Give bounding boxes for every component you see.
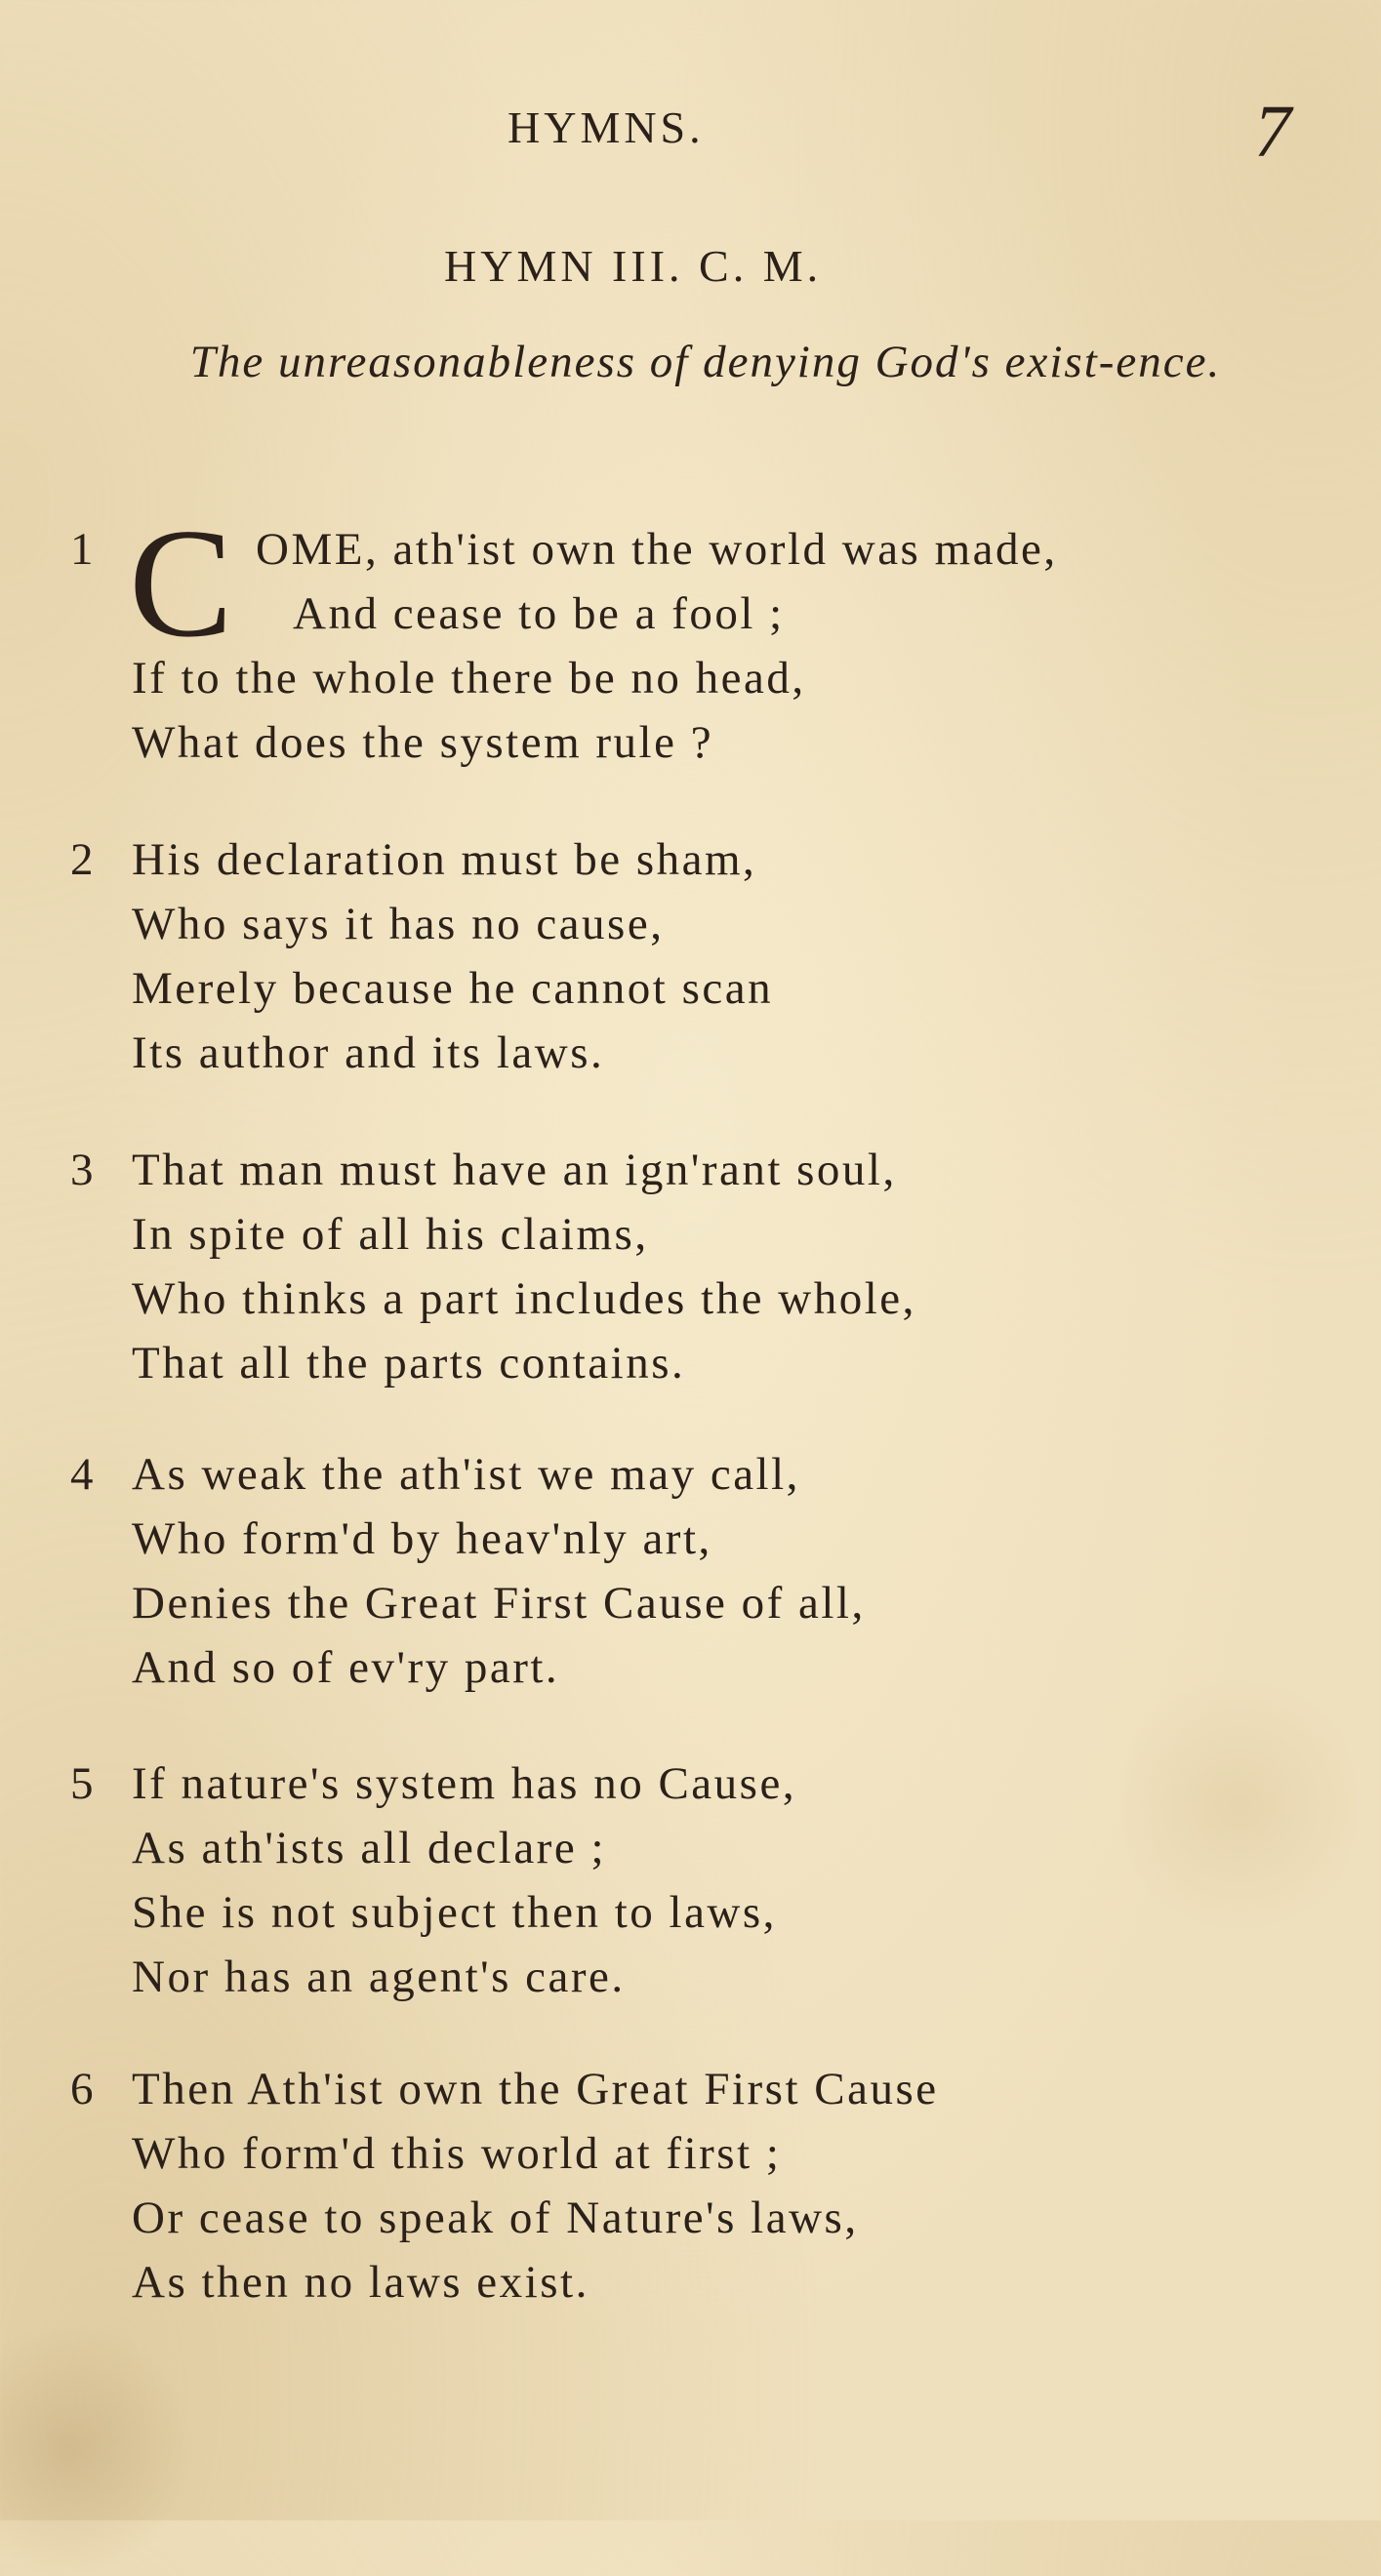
verse-line: Nor has an agent's care. [132, 1952, 626, 2002]
verse-line: His declaration must be sham, [132, 834, 757, 885]
hymn-subtitle: The unreasonableness of denying God's exist-ence. [189, 337, 1222, 387]
verse-line: As ath'ists all declare ; [132, 1823, 607, 1873]
verse-line: That all the parts contains. [132, 1338, 686, 1389]
verse-line: Denies the Great First Cause of all, [132, 1578, 866, 1629]
stanza-number: 3 [70, 1145, 94, 1195]
verse-line: As weak the ath'ist we may call, [132, 1449, 800, 1500]
verse-line: And so of ev'ry part. [132, 1642, 560, 1693]
running-head: HYMNS. [508, 102, 705, 152]
verse-line: Merely because he cannot scan [132, 963, 774, 1014]
hymn-title: HYMN III. C. M. [444, 241, 823, 291]
verse-line: Who form'd by heav'nly art, [132, 1513, 712, 1564]
verse-line: She is not subject then to laws, [132, 1887, 777, 1938]
stanza-number: 4 [70, 1449, 94, 1500]
verse-line: Then Ath'ist own the Great First Cause [132, 2064, 939, 2114]
verse-line: Who form'd this world at first ; [132, 2128, 782, 2179]
verse-line: That man must have an ign'rant soul, [132, 1145, 897, 1195]
verse-line: And cease to be a fool ; [293, 588, 785, 639]
verse-line: Who says it has no cause, [132, 899, 665, 949]
verse-line: Its author and its laws. [132, 1027, 605, 1078]
stanza-number: 1 [70, 524, 94, 575]
drop-cap: C [129, 496, 233, 669]
page-number: 7 [1254, 91, 1291, 173]
stanza-number: 5 [70, 1758, 94, 1809]
stanza-number: 2 [70, 834, 94, 885]
verse-line: OME, ath'ist own the world was made, [256, 524, 1058, 575]
verse-line: What does the system rule ? [132, 717, 714, 768]
verse-line: In spite of all his claims, [132, 1209, 649, 1260]
verse-line: Or cease to speak of Nature's laws, [132, 2193, 859, 2243]
verse-line: If to the whole there be no head, [132, 653, 806, 704]
paper-stain [1122, 1659, 1357, 1952]
stanza-number: 6 [70, 2064, 94, 2114]
verse-line: As then no laws exist. [132, 2257, 589, 2308]
verse-line: If nature's system has no Cause, [132, 1758, 797, 1809]
paper-stain [0, 2322, 195, 2576]
verse-line: Who thinks a part includes the whole, [132, 1273, 916, 1324]
